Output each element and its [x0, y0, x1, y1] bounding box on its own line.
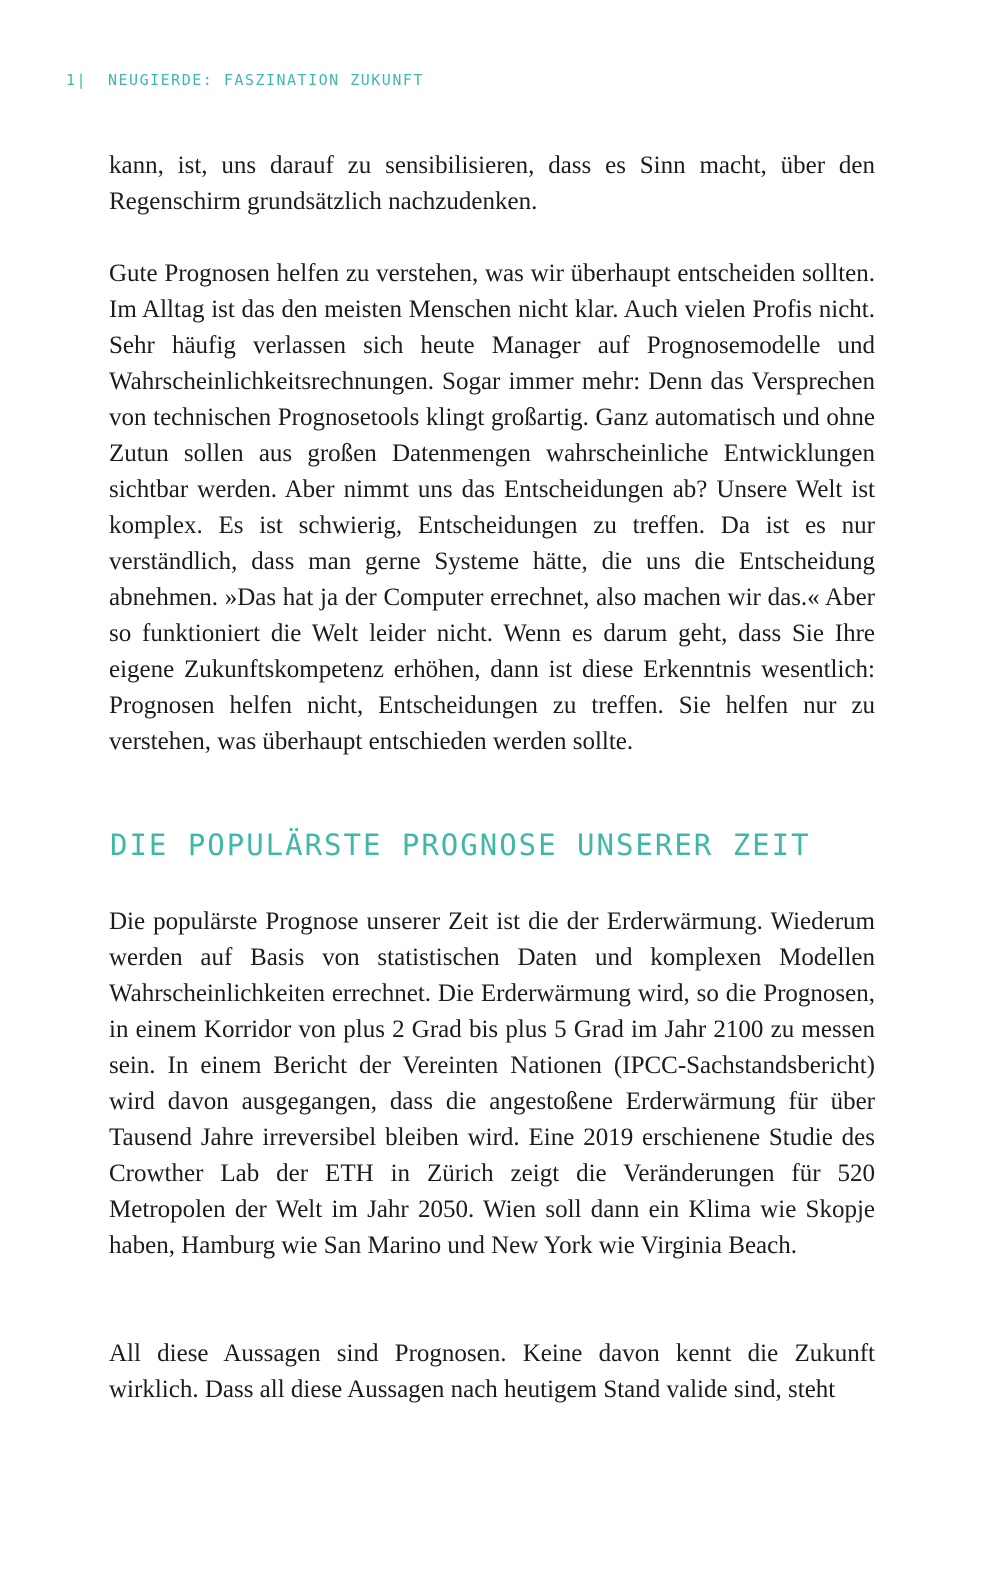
paragraph-prognosen: Gute Prognosen helfen zu verstehen, was wir überhaupt entscheiden sollten. Im Alltag ist das den meisten Menschen nicht klar. Auch vielen Profis nicht. Sehr häufig verlassen sich heute Manager auf Prognosemodelle und Wahrscheinlichkeitsrechnungen. Sogar immer mehr: Denn das Versprechen von technischen Prognosetools klingt großartig. Ganz automatisch und ohne Zutun sollen aus großen Datenmengen wahrscheinliche Entwicklungen sichtbar werden. Aber nimmt uns das Entscheidungen ab? Unsere Welt ist komplex. Es ist schwierig, Entscheidungen zu treffen. Da ist es nur verständlich, dass man gerne Systeme hätte, die uns die Entscheidung abnehmen. »Das hat ja der Computer errechnet, also machen wir das.« Aber so funktioniert die Welt leider nicht. Wenn es darum geht, dass Sie Ihre eigene Zukunftskompetenz erhöhen, dann ist diese Erkenntnis wesentlich: Prognosen helfen nicht, Entscheidungen zu treffen. Sie helfen nur zu verstehen, was überhaupt entschieden werden sollte. [109, 260, 875, 755]
paragraph-continuation: kann, ist, uns darauf zu sensibilisieren, dass es Sinn macht, über den Regenschirm grundsätzlich nachzudenken. [109, 152, 875, 215]
running-head [66, 71, 424, 89]
paragraph-aussagen: All diese Aussagen sind Prognosen. Keine davon kennt die Zukunft wirklich. Dass all diese Aussagen nach heutigem Stand valide sind, steht [109, 1340, 875, 1403]
page-number: 1| [66, 71, 88, 89]
section-heading: DIE POPULÄRSTE PROGNOSE UNSERER ZEIT [110, 828, 811, 862]
paragraph-erderwaermung: Die populärste Prognose unserer Zeit ist die der Erderwärmung. Wiederum werden auf Basis von statistischen Daten und komplexen Modellen Wahrscheinlichkeiten errechnet. Die Erderwärmung wird, so die Prognosen, in einem Korridor von plus 2 Grad bis plus 5 Grad im Jahr 2100 zu messen sein. In einem Bericht der Vereinten Nationen (IPCC-Sachstandsbericht) wird davon ausgegangen, dass die angestoßene Erderwärmung für über Tausend Jahre irreversibel bleiben wird. Eine 2019 erschienene Studie des Crowther Lab der ETH in Zürich zeigt die Veränderungen für 520 Metropolen der Welt im Jahr 2050. Wien soll dann ein Klima wie Skopje haben, Hamburg wie San Marino und New York wie Virginia Beach. [109, 908, 875, 1259]
chapter-title: NEUGIERDE: FASZINATION ZUKUNFT [108, 71, 424, 89]
